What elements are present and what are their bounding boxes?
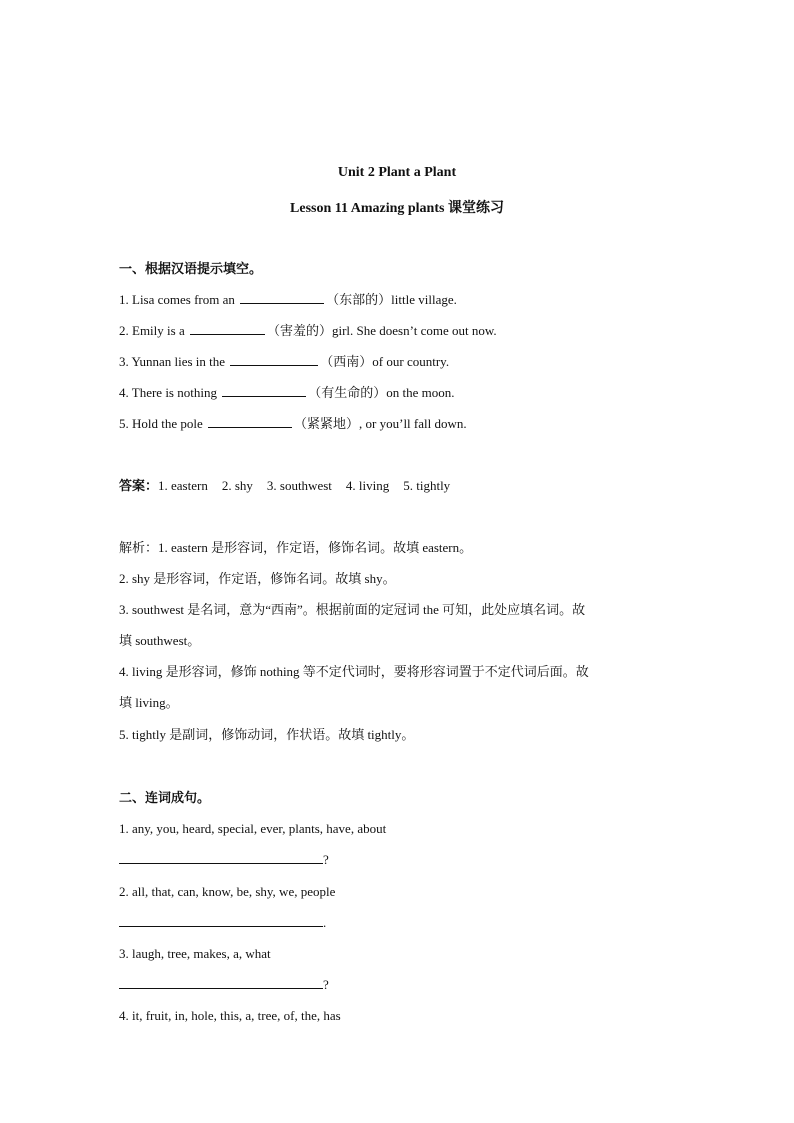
analysis-line-3b: 填 southwest。	[119, 633, 201, 648]
order-answer-3: ?	[119, 976, 329, 994]
fill-question-5: 5. Hold the pole （紧紧地）, or you’ll fall down.	[119, 416, 467, 431]
analysis-line-1: 解析：1. eastern 是形容词，作定语，修饰名词。故填 eastern。	[119, 540, 473, 555]
answer-blank[interactable]	[222, 384, 306, 397]
order-question-4: 4. it, fruit, in, hole, this, a, tree, of, the, has	[119, 1008, 341, 1023]
order-question-2: 2. all, that, can, know, be, shy, we, people	[119, 884, 336, 899]
analysis-label: 解析：	[119, 540, 159, 555]
analysis-line-2: 2. shy 是形容词，作定语，修饰名词。故填 shy。	[119, 571, 396, 586]
answer-line[interactable]	[119, 851, 323, 864]
answer-blank[interactable]	[230, 353, 318, 366]
section2-heading: 二、连词成句。	[119, 790, 211, 805]
answer-blank[interactable]	[208, 415, 292, 428]
answers-label: 答案：	[119, 478, 159, 493]
answer-line[interactable]	[119, 914, 323, 927]
order-question-3: 3. laugh, tree, makes, a, what	[119, 946, 271, 961]
order-question-1: 1. any, you, heard, special, ever, plants, have, about	[119, 821, 387, 836]
unit-title: Unit 2 Plant a Plant	[337, 165, 457, 180]
order-answer-2: .	[119, 914, 326, 932]
analysis-line-4b: 填 living。	[119, 695, 179, 710]
answer-blank[interactable]	[190, 322, 265, 335]
fill-question-3: 3. Yunnan lies in the （西南）of our country.	[119, 354, 450, 369]
order-answer-1: ?	[119, 851, 329, 869]
answer-blank[interactable]	[240, 291, 324, 304]
lesson-title: Lesson 11 Amazing plants 课堂练习	[290, 201, 504, 216]
answers-line: 答案：1. eastern 2. shy 3. southwest 4. living 5. tightly	[119, 478, 451, 493]
analysis-line-4a: 4. living 是形容词，修饰 nothing 等不定代词时，要将形容词置于不定代词后面。故	[119, 664, 589, 679]
section1-heading: 一、根据汉语提示填空。	[119, 261, 263, 276]
fill-question-1: 1. Lisa comes from an （东部的）little village.	[119, 292, 457, 307]
fill-question-2: 2. Emily is a （害羞的）girl. She doesn’t come out now.	[119, 323, 497, 338]
fill-question-4: 4. There is nothing （有生命的）on the moon.	[119, 385, 455, 400]
analysis-line-5: 5. tightly 是副词，修饰动词，作状语。故填 tightly。	[119, 727, 415, 742]
analysis-line-3a: 3. southwest 是名词，意为“西南”。根据前面的定冠词 the 可知，此处应填名词。故	[119, 602, 586, 617]
answer-line[interactable]	[119, 976, 323, 989]
